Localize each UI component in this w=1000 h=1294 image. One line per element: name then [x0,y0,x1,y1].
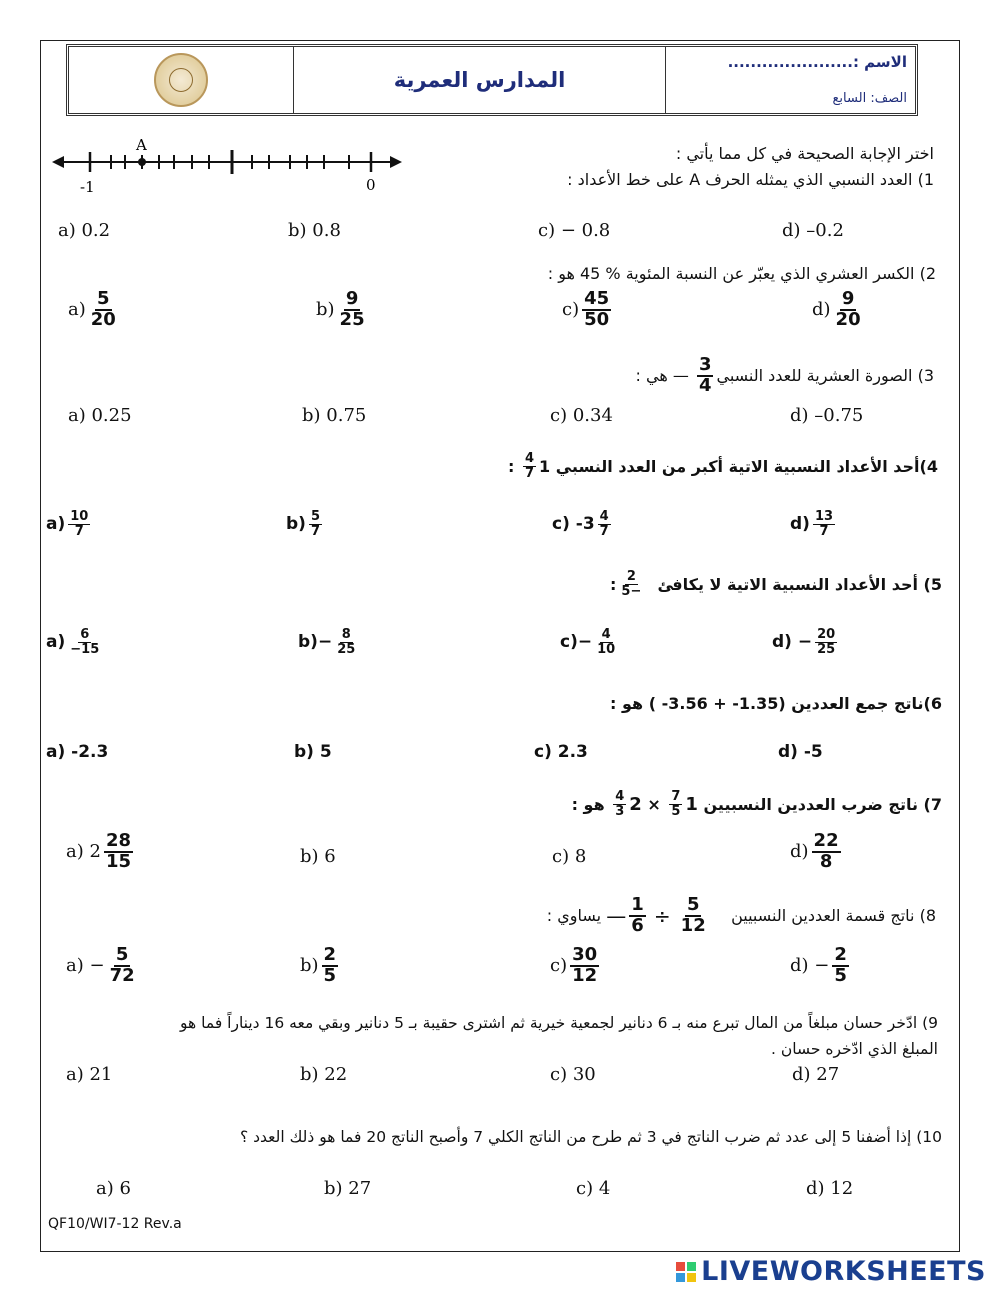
q9-text-line1: 9) ادّخر حسان مبلغاً من المال تبرع منه بـ 6 دنانير لجمعية خيرية ثم اشترى حقيبة بـ 5 دنانير وبقي معه 16 ديناراً فما هو [180,1014,938,1032]
q5-option-b[interactable]: b)− $\frac{8}{25}$ [298,627,356,657]
instruction: اختر الإجابة الصحيحة في كل مما يأتي : [675,144,934,163]
q8-text: 8) ناتج قسمة العددين النسبيين $\frac{5}{12}$ ÷ $\frac{1}{6}$ — يساوي : [546,894,936,936]
q2-option-d[interactable]: d) $\frac{9}{20}$ [812,288,861,330]
q1-option-b[interactable]: b) 0.8 [288,220,341,241]
number-line [52,136,412,202]
q8-option-c[interactable]: c) $\frac{30}{12}$ [550,944,598,986]
point-a-label: A [136,136,147,154]
q5-option-c[interactable]: c)− $\frac{4}{10}$ [560,627,616,657]
q8-option-d[interactable]: d) − $\frac{2}{5}$ [790,944,847,986]
q7-option-c[interactable]: c) 8 [552,846,587,867]
left-label: -1 [80,178,95,196]
q2-option-b[interactable]: b) $\frac{9}{25}$ [316,288,365,330]
q10-option-d[interactable]: d) 12 [806,1178,854,1199]
q8-option-b[interactable]: b) $\frac{2}{5}$ [300,944,337,986]
q1-text: 1) العدد النسبي الذي يمثله الحرف A على خط الأعداد : [567,170,934,189]
fraction: $\frac{45}{50}$ [584,288,610,330]
q2-option-a[interactable]: a) $\frac{5}{20}$ [68,288,116,330]
q10-option-c[interactable]: c) 4 [576,1178,611,1199]
school-name: المدارس العمرية [393,68,566,92]
q9-option-d[interactable]: d) 27 [792,1064,840,1085]
q5-option-a[interactable]: a) $\frac{6}{-15}$ [46,627,100,657]
q7-text: 7) ناتج ضرب العددين النسبيين 1 $\frac{7}{5}$ × 2 $\frac{4}{3}$ هو : [571,789,942,819]
name-field[interactable]: الاسم :...................... [727,53,907,71]
student-info-cell [665,47,915,113]
q1-option-d[interactable]: d) –0.2 [782,220,844,241]
q7-option-b[interactable]: b) 6 [300,846,336,867]
q3-text: 3) الصورة العشرية للعدد النسبي $\frac{3}{4}$ — هي : [635,354,934,396]
q4-option-a[interactable]: a) $\frac{10}{7}$ [46,509,89,539]
q7-option-d[interactable]: d) $\frac{22}{8}$ [790,830,839,872]
fraction: $\frac{9}{20}$ [835,288,861,330]
q7-option-a[interactable]: a) 2 $\frac{28}{15}$ [66,830,131,872]
logo-cell [69,47,293,113]
fraction: $\frac{5}{20}$ [90,288,116,330]
brand-text: LIVEWORKSHEETS [701,1256,986,1287]
q9-option-a[interactable]: a) 21 [66,1064,113,1085]
q4-option-d[interactable]: d) $\frac{13}{7}$ [790,509,834,539]
brand-logo [676,1256,986,1287]
header-table [66,44,918,116]
q9-text-line2: المبلغ الذي ادّخره حسان . [771,1040,938,1058]
q2-option-c[interactable]: c) $\frac{45}{50}$ [562,288,610,330]
q5-text: 5) أحد الأعداد النسبية الاتية لا يكافئ $\frac{2}{-5}$ : [610,569,942,599]
q8-option-a[interactable]: a) − $\frac{5}{72}$ [66,944,135,986]
q6-option-b[interactable]: b) 5 [294,742,332,762]
q1-option-c[interactable]: c) − 0.8 [538,220,611,241]
q2-text: 2) الكسر العشري الذي يعبّر عن النسبة المئوية % 45 هو : [547,264,936,283]
q5-option-d[interactable]: d) − $\frac{20}{25}$ [772,627,836,657]
q6-text: 6)ناتج جمع العددين (1.35- + 3.56- ) هو : [610,694,942,713]
q3-option-a[interactable]: a) 0.25 [68,405,132,426]
q3-option-b[interactable]: b) 0.75 [302,405,367,426]
q10-option-b[interactable]: b) 27 [324,1178,372,1199]
q3-option-d[interactable]: d) –0.75 [790,405,864,426]
q4-text: 4)أحد الأعداد النسبية الاتية أكبر من العدد النسبي 1 $\frac{4}{7}$ : [507,451,938,481]
grade-label: الصف: السابع [832,91,907,106]
q1-option-a[interactable]: a) 0.2 [58,220,111,241]
q3-option-c[interactable]: c) 0.34 [550,405,613,426]
fraction: $\frac{9}{25}$ [339,288,365,330]
q9-option-b[interactable]: b) 22 [300,1064,348,1085]
q10-option-a[interactable]: a) 6 [96,1178,131,1199]
point-a-marker [138,158,146,166]
q6-option-a[interactable]: a) -2.3 [46,742,109,762]
right-label: 0 [366,176,376,194]
q6-option-c[interactable]: c) 2.3 [534,742,588,762]
q4-option-b[interactable]: b) $\frac{5}{7}$ [286,509,320,539]
q6-option-d[interactable]: d) -5 [778,742,823,762]
brand-grid-icon [676,1262,696,1282]
school-logo [154,53,208,107]
form-code: QF10/WI7-12 Rev.a [48,1216,182,1232]
school-name-cell [293,47,665,113]
q9-option-c[interactable]: c) 30 [550,1064,596,1085]
q4-option-c[interactable]: c) -3 $\frac{4}{7}$ [552,509,609,539]
q10-text: 10) إذا أضفنا 5 إلى عدد ثم ضرب الناتج في 3 ثم طرح من الناتج الكلي 7 وأصبح الناتج 20 فما هو ذلك العدد ؟ [239,1128,942,1146]
